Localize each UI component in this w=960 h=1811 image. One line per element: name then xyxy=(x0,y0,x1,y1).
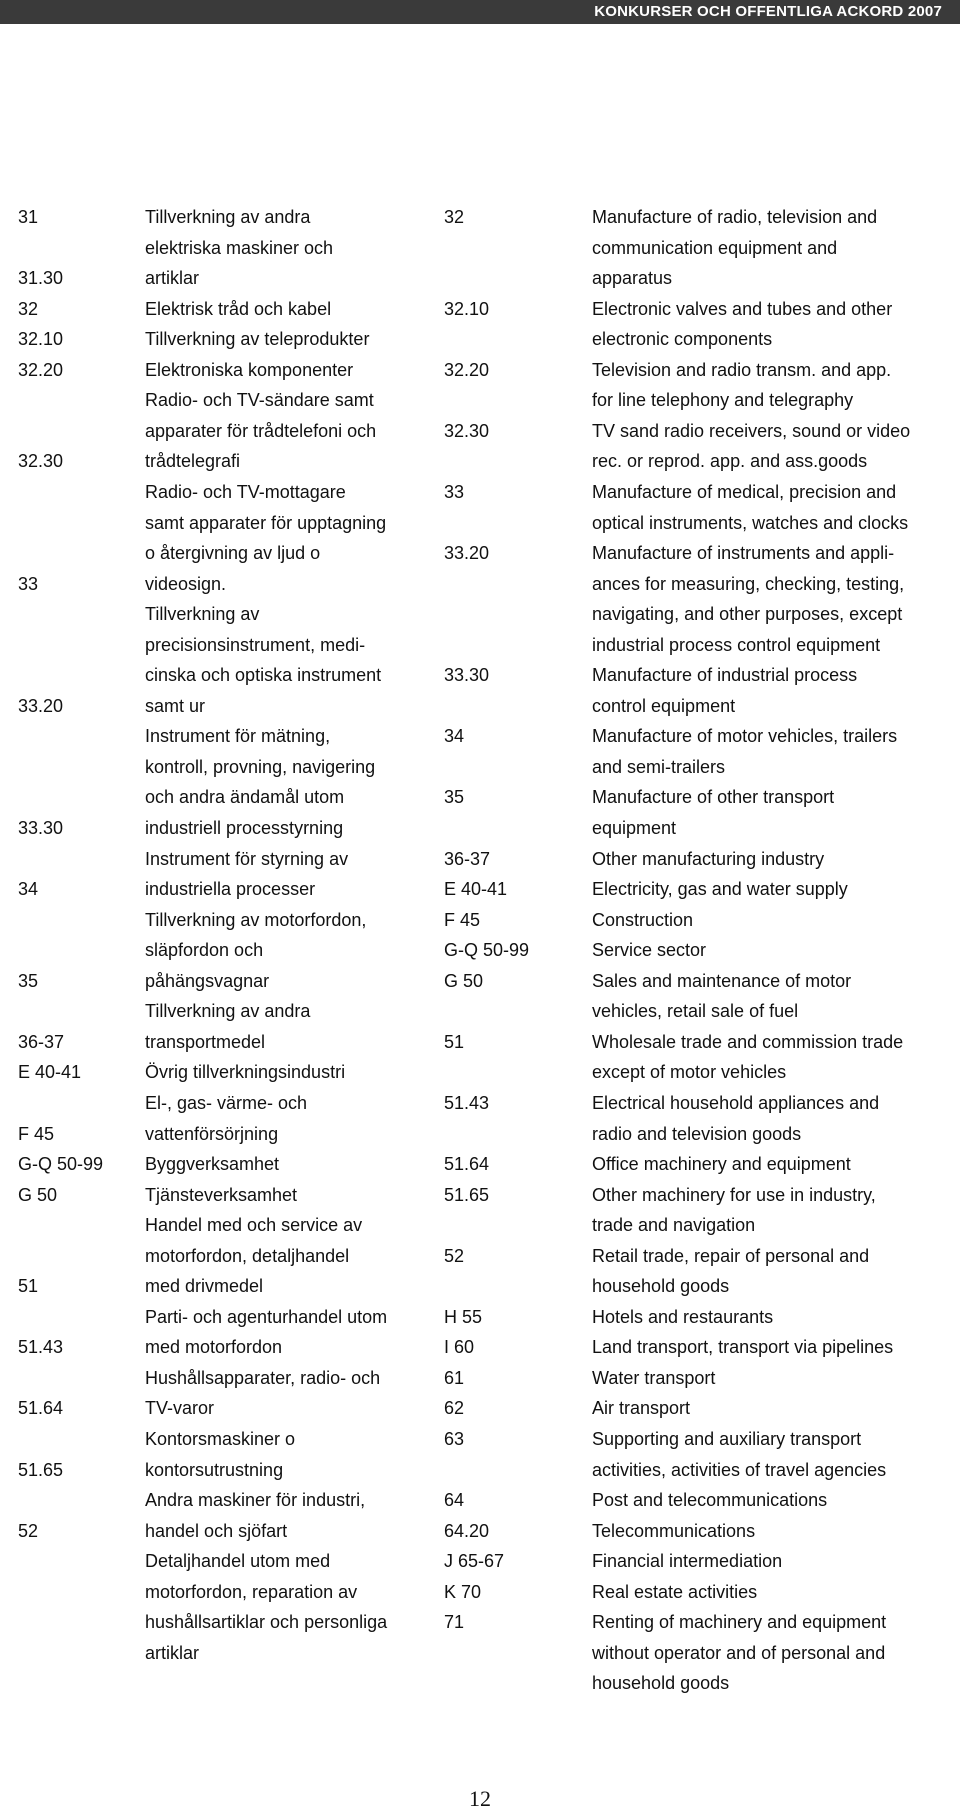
swedish-code: F 45 xyxy=(18,1124,55,1144)
swedish-description: kontorsutrustning xyxy=(145,1460,284,1480)
table-row xyxy=(0,752,960,783)
english-description: Electronic valves and tubes and other xyxy=(592,299,893,319)
swedish-code: 32.10 xyxy=(18,329,64,349)
swedish-description: artiklar xyxy=(145,1643,200,1663)
english-code: K 70 xyxy=(444,1582,482,1602)
english-code: 32.10 xyxy=(444,299,490,319)
table-row xyxy=(0,233,960,264)
table-row xyxy=(0,721,960,752)
swedish-description: Tjänsteverksamhet xyxy=(145,1185,298,1205)
swedish-description: Elektrisk tråd och kabel xyxy=(145,299,332,319)
table-row xyxy=(0,1119,960,1150)
swedish-code: 52 xyxy=(18,1521,39,1541)
english-code: 63 xyxy=(444,1429,465,1449)
english-description: household goods xyxy=(592,1673,730,1693)
english-description: Supporting and auxiliary transport xyxy=(592,1429,862,1449)
table-row xyxy=(0,905,960,936)
english-description: ances for measuring, checking, testing, xyxy=(592,574,905,594)
swedish-description: Radio- och TV-mottagare xyxy=(145,482,346,502)
english-description: household goods xyxy=(592,1276,730,1296)
english-description: Renting of machinery and equipment xyxy=(592,1612,887,1632)
swedish-description: cinska och optiska instrument xyxy=(145,665,382,685)
swedish-description: med drivmedel xyxy=(145,1276,264,1296)
swedish-description: motorfordon, reparation av xyxy=(145,1582,358,1602)
table-row xyxy=(0,477,960,508)
english-code: 51.64 xyxy=(444,1154,490,1174)
table-row xyxy=(0,1393,960,1424)
swedish-code: 51.65 xyxy=(18,1460,64,1480)
table-row xyxy=(0,385,960,416)
swedish-code: 34 xyxy=(18,879,39,899)
swedish-description: Kontorsmaskiner o xyxy=(145,1429,296,1449)
english-description: Electrical household appliances and xyxy=(592,1093,880,1113)
swedish-code: 33.20 xyxy=(18,696,64,716)
english-description: equipment xyxy=(592,818,677,838)
table-row xyxy=(0,1577,960,1608)
english-description: navigating, and other purposes, except xyxy=(592,604,903,624)
swedish-description: handel och sjöfart xyxy=(145,1521,288,1541)
swedish-description: Elektroniska komponenter xyxy=(145,360,354,380)
swedish-code: 32.20 xyxy=(18,360,64,380)
table-row xyxy=(0,1485,960,1516)
english-description: Other machinery for use in industry, xyxy=(592,1185,876,1205)
swedish-description: Övrig tillverkningsindustri xyxy=(145,1062,346,1082)
english-description: trade and navigation xyxy=(592,1215,756,1235)
english-description: apparatus xyxy=(592,268,673,288)
swedish-description: hushållsartiklar och personliga xyxy=(145,1612,388,1632)
table-row xyxy=(0,996,960,1027)
swedish-code: E 40-41 xyxy=(18,1062,82,1082)
english-code: 51.43 xyxy=(444,1093,490,1113)
english-code: 35 xyxy=(444,787,465,807)
english-code: 33.30 xyxy=(444,665,490,685)
english-description: Electricity, gas and water supply xyxy=(592,879,848,899)
table-row xyxy=(0,966,960,997)
table-row xyxy=(0,569,960,600)
swedish-description: industriella processer xyxy=(145,879,316,899)
english-code: 32.20 xyxy=(444,360,490,380)
table-row xyxy=(0,1027,960,1058)
swedish-description: elektriska maskiner och xyxy=(145,238,334,258)
table-row xyxy=(0,1607,960,1638)
swedish-description: Andra maskiner för industri, xyxy=(145,1490,366,1510)
swedish-description: släpfordon och xyxy=(145,940,264,960)
english-code: 62 xyxy=(444,1398,465,1418)
english-description: without operator and of personal and xyxy=(592,1643,886,1663)
page-number: 12 xyxy=(469,1786,491,1811)
swedish-description: kontroll, provning, navigering xyxy=(145,757,376,777)
swedish-description: Tillverkning av andra xyxy=(145,1001,311,1021)
swedish-description: Byggverksamhet xyxy=(145,1154,280,1174)
table-row xyxy=(0,844,960,875)
swedish-description: TV-varor xyxy=(145,1398,215,1418)
swedish-description: El-, gas- värme- och xyxy=(145,1093,308,1113)
english-description: Air transport xyxy=(592,1398,691,1418)
swedish-code: 33 xyxy=(18,574,39,594)
table-row xyxy=(0,263,960,294)
table-row xyxy=(0,1271,960,1302)
english-code: 33 xyxy=(444,482,465,502)
header-title: KONKURSER OCH OFFENTLIGA ACKORD 2007 xyxy=(594,3,942,20)
swedish-code: 33.30 xyxy=(18,818,64,838)
english-description: Water transport xyxy=(592,1368,716,1388)
swedish-description: motorfordon, detaljhandel xyxy=(145,1246,350,1266)
english-code: 34 xyxy=(444,726,465,746)
english-description: Manufacture of other transport xyxy=(592,787,835,807)
english-description: Manufacture of motor vehicles, trailers xyxy=(592,726,898,746)
page-header xyxy=(0,0,960,24)
swedish-code: 51.43 xyxy=(18,1337,64,1357)
swedish-code: G 50 xyxy=(18,1185,58,1205)
english-code: E 40-41 xyxy=(444,879,508,899)
table-row xyxy=(0,538,960,569)
english-description: communication equipment and xyxy=(592,238,838,258)
swedish-description: påhängsvagnar xyxy=(145,971,270,991)
english-description: Telecommunications xyxy=(592,1521,756,1541)
english-description: Other manufacturing industry xyxy=(592,849,825,869)
english-description: control equipment xyxy=(592,696,736,716)
swedish-description: Tillverkning av andra xyxy=(145,207,311,227)
english-description: Retail trade, repair of personal and xyxy=(592,1246,870,1266)
english-code: 33.20 xyxy=(444,543,490,563)
english-description: vehicles, retail sale of fuel xyxy=(592,1001,799,1021)
english-code: 64 xyxy=(444,1490,465,1510)
swedish-code: 51.64 xyxy=(18,1398,64,1418)
english-description: Service sector xyxy=(592,940,707,960)
english-code: 32 xyxy=(444,207,465,227)
english-code: 51.65 xyxy=(444,1185,490,1205)
english-description: TV sand radio receivers, sound or video xyxy=(592,421,911,441)
swedish-description: samt apparater för upptagning xyxy=(145,513,387,533)
english-code: G 50 xyxy=(444,971,484,991)
table-row xyxy=(0,1546,960,1577)
table-row xyxy=(0,660,960,691)
english-description: rec. or reprod. app. and ass.goods xyxy=(592,451,868,471)
table-row xyxy=(0,813,960,844)
english-code: 71 xyxy=(444,1612,465,1632)
swedish-description: Tillverkning av teleprodukter xyxy=(145,329,370,349)
table-row xyxy=(0,874,960,905)
table-row xyxy=(0,599,960,630)
english-code: H 55 xyxy=(444,1307,483,1327)
english-description: Manufacture of industrial process xyxy=(592,665,858,685)
english-code: 51 xyxy=(444,1032,465,1052)
table-row xyxy=(0,691,960,722)
english-description: Manufacture of instruments and appli- xyxy=(592,543,895,563)
english-code: I 60 xyxy=(444,1337,475,1357)
english-description: Real estate activities xyxy=(592,1582,758,1602)
table-row xyxy=(0,416,960,447)
english-description: electronic components xyxy=(592,329,773,349)
swedish-description: Handel med och service av xyxy=(145,1215,363,1235)
english-description: Wholesale trade and commission trade xyxy=(592,1032,904,1052)
english-description: Office machinery and equipment xyxy=(592,1154,851,1174)
english-description: Post and telecommunications xyxy=(592,1490,828,1510)
english-description: industrial process control equipment xyxy=(592,635,881,655)
table-row xyxy=(0,202,960,233)
english-code: F 45 xyxy=(444,910,481,930)
table-row xyxy=(0,630,960,661)
swedish-description: Tillverkning av xyxy=(145,604,260,624)
table-row xyxy=(0,355,960,386)
swedish-description: samt ur xyxy=(145,696,206,716)
table-row xyxy=(0,1180,960,1211)
table-row xyxy=(0,1668,960,1699)
english-description: Sales and maintenance of motor xyxy=(592,971,852,991)
swedish-description: Tillverkning av motorfordon, xyxy=(145,910,367,930)
swedish-description: Hushållsapparater, radio- och xyxy=(145,1368,381,1388)
english-code: 36-37 xyxy=(444,849,491,869)
swedish-code: 32.30 xyxy=(18,451,64,471)
english-description: Manufacture of medical, precision and xyxy=(592,482,897,502)
swedish-code: 31.30 xyxy=(18,268,64,288)
table-row xyxy=(0,1424,960,1455)
english-description: Television and radio transm. and app. xyxy=(592,360,892,380)
table-row xyxy=(0,1332,960,1363)
table-row xyxy=(0,1638,960,1669)
english-description: Manufacture of radio, television and xyxy=(592,207,878,227)
english-code: G-Q 50-99 xyxy=(444,940,530,960)
table-row xyxy=(0,1302,960,1333)
swedish-description: precisionsinstrument, medi- xyxy=(145,635,366,655)
table-row xyxy=(0,446,960,477)
table-row xyxy=(0,1210,960,1241)
english-description: Hotels and restaurants xyxy=(592,1307,774,1327)
table-row xyxy=(0,1455,960,1486)
english-description: optical instruments, watches and clocks xyxy=(592,513,909,533)
swedish-description: videosign. xyxy=(145,574,227,594)
swedish-description: och andra ändamål utom xyxy=(145,787,345,807)
swedish-code: 31 xyxy=(18,207,39,227)
table-row xyxy=(0,508,960,539)
swedish-description: artiklar xyxy=(145,268,200,288)
table-row xyxy=(0,1088,960,1119)
swedish-code: 36-37 xyxy=(18,1032,65,1052)
swedish-description: apparater för trådtelefoni och xyxy=(145,421,377,441)
swedish-description: Instrument för mätning, xyxy=(145,726,331,746)
table-row xyxy=(0,294,960,325)
english-code: 52 xyxy=(444,1246,465,1266)
swedish-description: Detaljhandel utom med xyxy=(145,1551,331,1571)
table-row xyxy=(0,1363,960,1394)
table-row xyxy=(0,324,960,355)
english-code: 64.20 xyxy=(444,1521,490,1541)
table-row xyxy=(0,1057,960,1088)
english-code: 61 xyxy=(444,1368,465,1388)
swedish-description: Instrument för styrning av xyxy=(145,849,349,869)
english-description: except of motor vehicles xyxy=(592,1062,787,1082)
swedish-description: med motorfordon xyxy=(145,1337,283,1357)
english-code: J 65-67 xyxy=(444,1551,505,1571)
swedish-description: transportmedel xyxy=(145,1032,266,1052)
english-description: and semi-trailers xyxy=(592,757,726,777)
english-description: Land transport, transport via pipelines xyxy=(592,1337,894,1357)
table-row xyxy=(0,782,960,813)
swedish-description: Parti- och agenturhandel utom xyxy=(145,1307,388,1327)
english-description: Financial intermediation xyxy=(592,1551,783,1571)
english-description: radio and television goods xyxy=(592,1124,802,1144)
english-code: 32.30 xyxy=(444,421,490,441)
swedish-description: trådtelegrafi xyxy=(145,451,241,471)
swedish-description: industriell processtyrning xyxy=(145,818,344,838)
swedish-code: 51 xyxy=(18,1276,39,1296)
table-row xyxy=(0,1241,960,1272)
swedish-description: vattenförsörjning xyxy=(145,1124,279,1144)
table-row xyxy=(0,935,960,966)
swedish-code: 32 xyxy=(18,299,39,319)
swedish-code: 35 xyxy=(18,971,39,991)
english-description: for line telephony and telegraphy xyxy=(592,390,854,410)
table-row xyxy=(0,1516,960,1547)
table-row xyxy=(0,1149,960,1180)
swedish-code: G-Q 50-99 xyxy=(18,1154,104,1174)
swedish-description: Radio- och TV-sändare samt xyxy=(145,390,374,410)
english-description: Construction xyxy=(592,910,694,930)
english-description: activities, activities of travel agencies xyxy=(592,1460,887,1480)
swedish-description: o återgivning av ljud o xyxy=(145,543,321,563)
